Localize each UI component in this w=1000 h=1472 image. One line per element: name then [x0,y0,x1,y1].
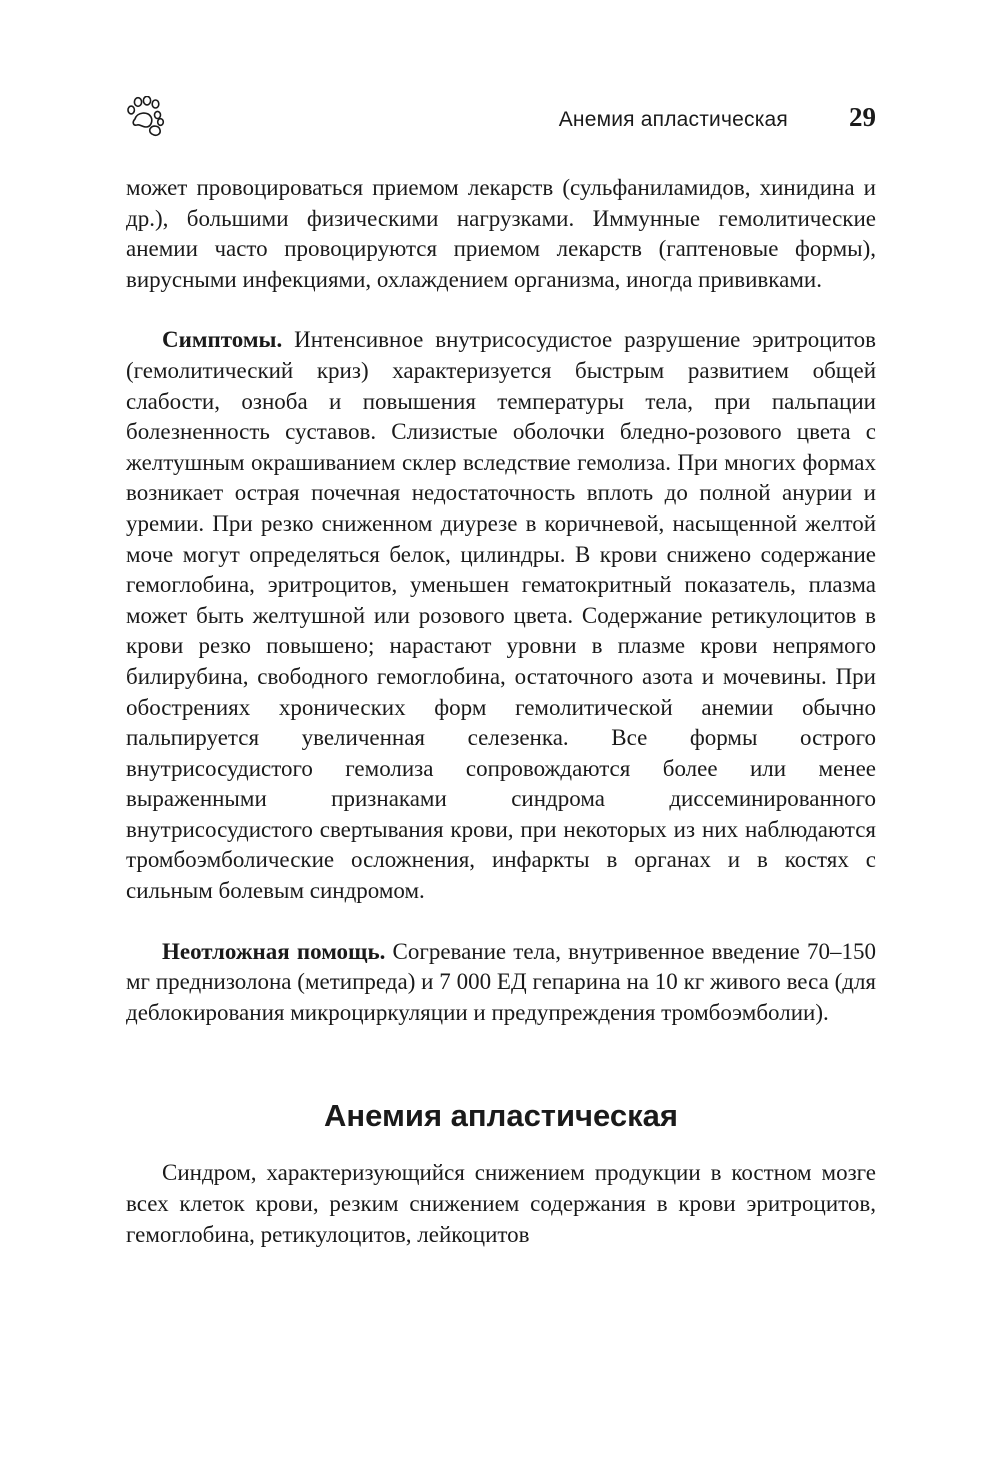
paragraph-emergency [126,937,876,1029]
emergency-text: Согревание тела, внутривенное введение 70–150 мг преднизолона (метипреда) и 7 000 ЕД гепарина на 10 кг живого веса (для деблокирования микроциркуляции и предупреждения тромбоэмболии). [126,938,876,1025]
section-title: Анемия апластическая [324,1098,678,1134]
paw-print-icon [126,96,166,138]
paragraph-continuation: может провоцироваться приемом лекарств (сульфаниламидов, хинидина и др.), большими физическими нагрузками. Иммунные гемолитические анемии часто провоцируются приемом лекарств (гаптеновые формы), вирусными инфекциями, охлаждением организма, иногда прививками. [126,175,876,292]
page-body [126,173,876,1250]
symptoms-text: Интенсивное внутрисосудистое разрушение эритроцитов (гемолитический криз) характеризуется быстрым развитием общей слабости, озноба и повышения температуры тела, при пальпации болезненность суставов. Слизистые оболочки бледно-розового цвета с желтушным окрашиванием склер вследствие гемолиза. При многих формах возникает острая почечная недостаточность вплоть до полной анурии и уремии. При резко сниженном диурезе в коричневой, насыщенной желтой моче могут определяться белок, цилиндры. В крови снижено содержание гемоглобина, эритроцитов, уменьшен гематокритный показатель, плазма может быть желтушной или розового цвета. Содержание ретикулоцитов в крови резко повышено; нарастают уровни в плазме крови непрямого билирубина, свободного гемоглобина, остаточного азота и мочевины. При обострениях хронических форм гемолитической анемии обычно пальпируется увеличенная селезенка. Все формы острого внутрисосудистого гемолиза сопровождаются более или менее выраженными признаками синдрома диссеминированного внутрисосудистого свертывания крови, при некоторых из них наблюдаются тромбоэмболические осложнения, инфаркты в органах и в костях с сильным болевым синдромом. [126,327,877,904]
paragraph-symptoms [126,325,876,906]
emergency-lead: Неотложная помощь. [162,938,386,964]
page-header [126,96,876,146]
paragraph-section-intro: Синдром, характеризующийся снижением продукции в костном мозге всех клеток крови, резким снижением содержания в крови эритроцитов, гемоглобина, ретикулоцитов, лейкоцитов [126,1160,876,1247]
symptoms-lead: Симптомы. [162,327,283,353]
running-title: Анемия апластическая [558,108,788,131]
page-number: 29 [849,102,876,132]
